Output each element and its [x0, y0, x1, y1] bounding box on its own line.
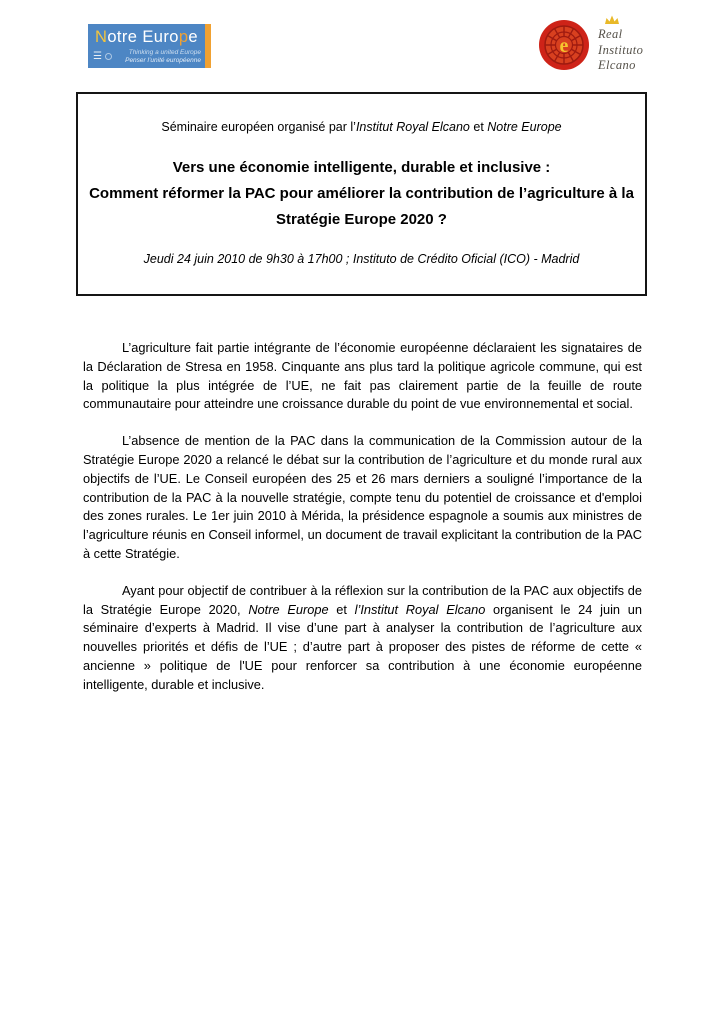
tagline-line2: Penser l’unité européenne — [125, 56, 201, 64]
wordmark-end: e — [188, 28, 198, 46]
seminar-title-line1: Vers une économie intelligente, durable et inclusive : — [172, 159, 551, 176]
seminar-announcement-box — [76, 92, 647, 296]
real-instituto-elcano-logo — [538, 14, 643, 74]
elcano-wheel-emblem-icon — [538, 19, 590, 71]
notre-europe-tagline — [115, 49, 201, 64]
wordmark-letter-n: N — [95, 28, 108, 46]
elcano-line-elcano: Elcano — [598, 58, 636, 72]
wordmark-letter-p: p — [178, 28, 189, 46]
book-icon: ☰ — [93, 50, 102, 62]
date-venue-line: Jeudi 24 juin 2010 de 9h30 à 17h00 ; Instituto de Crédito Oficial (ICO) - Madrid — [143, 252, 580, 266]
elcano-line-real: Real — [598, 27, 623, 41]
seminar-title-line2: Comment réformer la PAC pour améliorer la contribution de l’agriculture à la — [89, 185, 634, 202]
tagline-line1: Thinking a united Europe — [128, 49, 201, 56]
elcano-wordmark — [598, 14, 643, 74]
notre-europe-wordmark — [95, 27, 198, 47]
paragraph-1: L’agriculture fait partie intégrante de l’économie européenne déclaraient les signataires de la Déclaration de Stresa en 1958. Cinquante ans plus tard la politique agricole commune, qui est la politique la plus intégrée de l’UE, ne fait pas clairement partie de la feuille de route communautaire pour atteindre une croissance durable du point de vue environnemental et social. — [83, 340, 642, 412]
elcano-line-instituto: Instituto — [598, 42, 644, 57]
document-body — [83, 339, 642, 713]
organizer-line: Séminaire européen organisé par l’Institut Royal Elcano et Notre Europe — [161, 120, 562, 134]
seminar-title-line3: Stratégie Europe 2020 ? — [276, 211, 447, 228]
emblem-letter-e: e — [559, 35, 569, 57]
notre-europe-logo — [88, 24, 211, 68]
notre-europe-tagline-row — [93, 49, 201, 64]
crown-icon — [604, 15, 620, 25]
orange-stripe — [205, 24, 211, 68]
paragraph-3: Ayant pour objectif de contribuer à la réflexion sur la contribution de la PAC aux objectifs de la Stratégie Europe 2020, Notre Europe et l’Institut Royal Elcano organisent le 24 juin un séminaire d’experts à Madrid. Il vise d’une part à analyser la contribution de l’agriculture aux nouvelles priorités et défis de l’UE ; d’autre part à proposer des pistes de réforme de cette « ancienne » politique de l'UE pour renforcer sa contribution à une économie européenne intelligente, durable et inclusive. — [83, 582, 642, 692]
circle-icon — [105, 53, 112, 60]
seminar-title — [78, 155, 645, 233]
paragraph-2: L’absence de mention de la PAC dans la communication de la Commission autour de la Stratégie Europe 2020 a relancé le débat sur la contribution de l’agriculture et du monde rural aux objectifs de l’UE. Le Conseil européen des 25 et 26 mars derniers a souligné l’importance de la contribution de la PAC à la nouvelle stratégie, compte tenu du potentiel de croissance et d'emploi des zones rurales. Le 1er juin 2010 à Mérida, la présidence espagnole a soumis aux ministres de l’agriculture réunis en Conseil informel, un document de travail explicitant la contribution de la PAC à cette Stratégie. — [83, 433, 642, 561]
wordmark-middle: otre Euro — [107, 28, 179, 46]
